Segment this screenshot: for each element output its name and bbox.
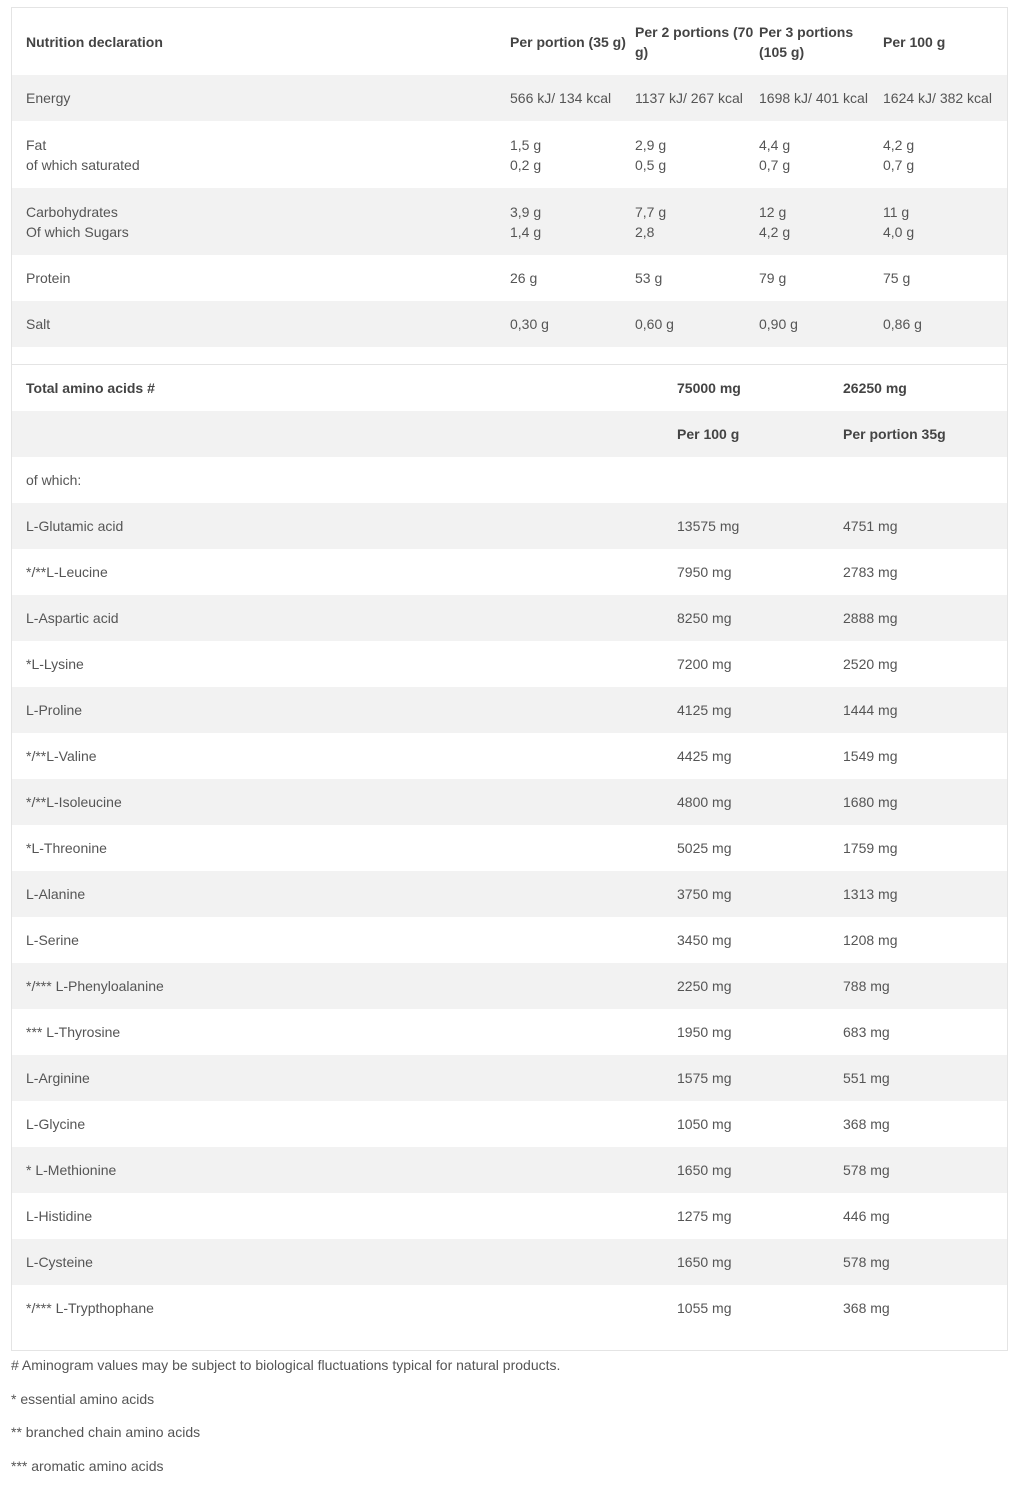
table-row: [12, 687, 1007, 733]
table-row: [12, 963, 1007, 1009]
amino-perportion: 788 mg: [843, 963, 1007, 1009]
table-row: [12, 1193, 1007, 1239]
amino-perportion: 2520 mg: [843, 641, 1007, 687]
carbs-col4-value: 11 g: [883, 202, 1007, 222]
carbs-col1: [510, 188, 635, 255]
fat-col2: [635, 121, 759, 188]
amino-perportion: 2783 mg: [843, 549, 1007, 595]
salt-col3: 0,90 g: [759, 301, 883, 347]
table-row: [12, 641, 1007, 687]
carbs-col1-sub: 1,4 g: [510, 222, 635, 242]
table-row: [12, 1285, 1007, 1331]
fat-col4-sub: 0,7 g: [883, 155, 1007, 175]
carbs-col2: [635, 188, 759, 255]
table-row: [12, 825, 1007, 871]
table-row: [12, 871, 1007, 917]
table-row: [12, 1055, 1007, 1101]
carbs-sugars-label: Of which Sugars: [26, 222, 510, 242]
amino-per100: 4800 mg: [677, 779, 843, 825]
amino-perportion: 578 mg: [843, 1239, 1007, 1285]
energy-col4: 1624 kJ/ 382 kcal: [883, 75, 1007, 121]
amino-per100: 1275 mg: [677, 1193, 843, 1239]
protein-col4: 75 g: [883, 255, 1007, 301]
energy-row: [12, 75, 1007, 121]
table-row: [12, 1147, 1007, 1193]
fat-col3: [759, 121, 883, 188]
carbs-row: [12, 188, 1007, 255]
amino-units-empty: [12, 411, 677, 457]
amino-perportion: 1759 mg: [843, 825, 1007, 871]
energy-col1: 566 kJ/ 134 kcal: [510, 75, 635, 121]
amino-perportion: 4751 mg: [843, 503, 1007, 549]
table-row: [12, 917, 1007, 963]
amino-name: L-Alanine: [12, 871, 677, 917]
amino-of-which-label: of which:: [12, 457, 677, 503]
header-per-portion: Per portion (35 g): [510, 8, 635, 75]
fat-col1-sub: 0,2 g: [510, 155, 635, 175]
footnote-aminogram: # Aminogram values may be subject to biological fluctuations typical for natural products.: [11, 1352, 1006, 1386]
energy-col3: 1698 kJ/ 401 kcal: [759, 75, 883, 121]
amino-perportion: 1444 mg: [843, 687, 1007, 733]
footnote-essential: * essential amino acids: [11, 1386, 1006, 1420]
carbs-col3: [759, 188, 883, 255]
amino-per100: 1575 mg: [677, 1055, 843, 1101]
amino-perportion: 1208 mg: [843, 917, 1007, 963]
amino-name: */*** L-Trypthophane: [12, 1285, 677, 1331]
amino-perportion: 1549 mg: [843, 733, 1007, 779]
amino-name: L-Glutamic acid: [12, 503, 677, 549]
amino-name: */**L-Valine: [12, 733, 677, 779]
table-divider: [12, 347, 1007, 365]
amino-per100: 5025 mg: [677, 825, 843, 871]
nutrition-panel: [11, 7, 1008, 1351]
amino-acid-table: [12, 365, 1007, 1331]
amino-perportion: 1680 mg: [843, 779, 1007, 825]
amino-per100: 3450 mg: [677, 917, 843, 963]
amino-perportion: 683 mg: [843, 1009, 1007, 1055]
amino-name: */*** L-Phenyloalanine: [12, 963, 677, 1009]
nutrition-header-label: Nutrition declaration: [12, 8, 510, 75]
amino-per100: 4125 mg: [677, 687, 843, 733]
amino-name: L-Serine: [12, 917, 677, 963]
carbs-col3-sub: 4,2 g: [759, 222, 883, 242]
amino-name: */**L-Leucine: [12, 549, 677, 595]
nutrition-header-row: [12, 8, 1007, 75]
carbs-col1-value: 3,9 g: [510, 202, 635, 222]
amino-perportion: 368 mg: [843, 1101, 1007, 1147]
amino-per100: 3750 mg: [677, 871, 843, 917]
header-per-100g: Per 100 g: [883, 8, 1007, 75]
amino-per100: 1650 mg: [677, 1147, 843, 1193]
amino-name: * L-Methionine: [12, 1147, 677, 1193]
fat-row: [12, 121, 1007, 188]
amino-name: L-Glycine: [12, 1101, 677, 1147]
table-row: [12, 1009, 1007, 1055]
table-row: [12, 549, 1007, 595]
energy-label: Energy: [12, 75, 510, 121]
amino-name: L-Cysteine: [12, 1239, 677, 1285]
amino-of-which-row: [12, 457, 1007, 503]
salt-col1: 0,30 g: [510, 301, 635, 347]
amino-perportion: 551 mg: [843, 1055, 1007, 1101]
fat-col4-value: 4,2 g: [883, 135, 1007, 155]
amino-name: L-Histidine: [12, 1193, 677, 1239]
amino-per100: 7950 mg: [677, 549, 843, 595]
footnote-branched: ** branched chain amino acids: [11, 1419, 1006, 1453]
amino-per100: 1950 mg: [677, 1009, 843, 1055]
amino-per100: 1650 mg: [677, 1239, 843, 1285]
amino-name: *L-Threonine: [12, 825, 677, 871]
amino-total-perportion: 26250 mg: [843, 365, 1007, 411]
carbs-col4: [883, 188, 1007, 255]
carbs-label: Carbohydrates: [26, 202, 510, 222]
table-row: [12, 595, 1007, 641]
amino-total-row: [12, 365, 1007, 411]
amino-units-per100: Per 100 g: [677, 411, 843, 457]
fat-col4: [883, 121, 1007, 188]
amino-total-label: Total amino acids #: [12, 365, 677, 411]
carbs-col3-value: 12 g: [759, 202, 883, 222]
fat-label: Fat: [26, 135, 510, 155]
amino-name: */**L-Isoleucine: [12, 779, 677, 825]
amino-name: *** L-Thyrosine: [12, 1009, 677, 1055]
amino-perportion: 2888 mg: [843, 595, 1007, 641]
table-row: [12, 1239, 1007, 1285]
header-per-2-portions: Per 2 portions (70 g): [635, 8, 759, 75]
amino-per100: 13575 mg: [677, 503, 843, 549]
protein-col2: 53 g: [635, 255, 759, 301]
amino-perportion: 446 mg: [843, 1193, 1007, 1239]
amino-units-row: [12, 411, 1007, 457]
amino-per100: 4425 mg: [677, 733, 843, 779]
amino-per100: 1055 mg: [677, 1285, 843, 1331]
fat-label-cell: [12, 121, 510, 188]
fat-col2-sub: 0,5 g: [635, 155, 759, 175]
fat-col3-sub: 0,7 g: [759, 155, 883, 175]
table-row: [12, 1101, 1007, 1147]
footnote-aromatic: *** aromatic amino acids: [11, 1453, 1006, 1486]
fat-saturated-label: of which saturated: [26, 155, 510, 175]
fat-col3-value: 4,4 g: [759, 135, 883, 155]
salt-col2: 0,60 g: [635, 301, 759, 347]
protein-col3: 79 g: [759, 255, 883, 301]
amino-per100: 8250 mg: [677, 595, 843, 641]
salt-label: Salt: [12, 301, 510, 347]
amino-units-perportion: Per portion 35g: [843, 411, 1007, 457]
amino-total-per100: 75000 mg: [677, 365, 843, 411]
amino-name: L-Proline: [12, 687, 677, 733]
carbs-col2-value: 7,7 g: [635, 202, 759, 222]
amino-perportion: 1313 mg: [843, 871, 1007, 917]
fat-col1: [510, 121, 635, 188]
table-row: [12, 779, 1007, 825]
header-per-3-portions: Per 3 portions (105 g): [759, 8, 883, 75]
empty-cell: [677, 457, 843, 503]
table-row: [12, 733, 1007, 779]
carbs-label-cell: [12, 188, 510, 255]
salt-row: [12, 301, 1007, 347]
footnotes: [11, 1352, 1006, 1486]
fat-col1-value: 1,5 g: [510, 135, 635, 155]
empty-cell: [843, 457, 1007, 503]
table-row: [12, 503, 1007, 549]
salt-col4: 0,86 g: [883, 301, 1007, 347]
amino-name: L-Aspartic acid: [12, 595, 677, 641]
nutrition-table: [12, 8, 1007, 347]
fat-col2-value: 2,9 g: [635, 135, 759, 155]
amino-name: L-Arginine: [12, 1055, 677, 1101]
amino-per100: 2250 mg: [677, 963, 843, 1009]
protein-row: [12, 255, 1007, 301]
protein-col1: 26 g: [510, 255, 635, 301]
energy-col2: 1137 kJ/ 267 kcal: [635, 75, 759, 121]
amino-rows: [12, 503, 1007, 1331]
carbs-col4-sub: 4,0 g: [883, 222, 1007, 242]
protein-label: Protein: [12, 255, 510, 301]
amino-name: *L-Lysine: [12, 641, 677, 687]
amino-per100: 1050 mg: [677, 1101, 843, 1147]
amino-perportion: 578 mg: [843, 1147, 1007, 1193]
amino-per100: 7200 mg: [677, 641, 843, 687]
carbs-col2-sub: 2,8: [635, 222, 759, 242]
amino-perportion: 368 mg: [843, 1285, 1007, 1331]
